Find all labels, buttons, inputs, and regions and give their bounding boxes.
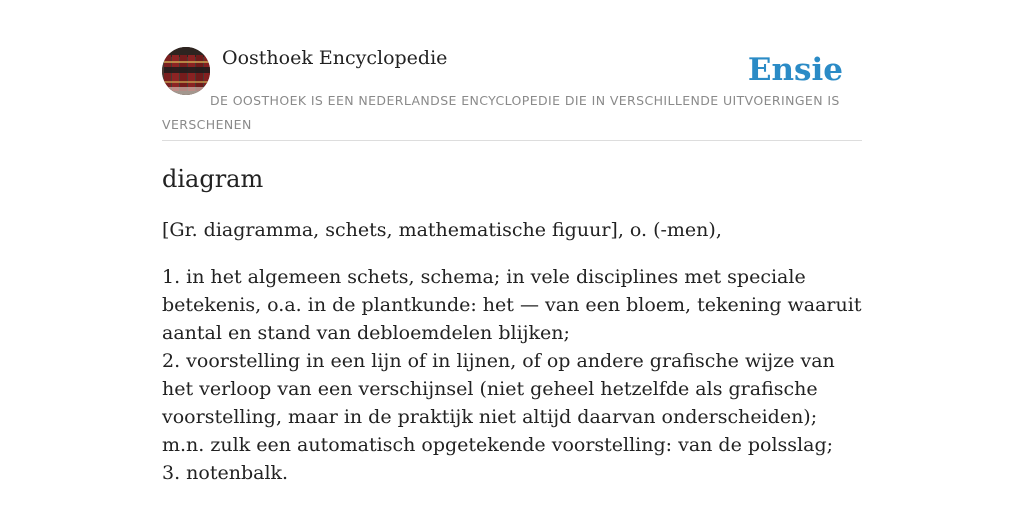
site-header — [162, 46, 862, 141]
encyclopedia-books-icon — [162, 47, 210, 95]
entry-definitions — [162, 263, 864, 487]
definition-item: 1. in het algemeen schets, schema; in vele disciplines met speciale betekenis, o.a. in de plantkunde: het — van een bloem, tekening waaruit aantal en stand van debloemdelen blijken; — [162, 266, 862, 344]
entry-etymology: [Gr. diagramma, schets, mathematische figuur], o. (-men), — [162, 219, 722, 241]
site-title[interactable]: Oosthoek Encyclopedie — [222, 47, 448, 69]
avatar[interactable] — [162, 47, 210, 95]
definition-item: 3. notenbalk. — [162, 462, 289, 484]
ensie-logo-link[interactable]: Ensie — [747, 52, 843, 88]
entry-content — [162, 160, 864, 487]
definition-item: 2. voorstelling in een lijn of in lijnen, of op andere grafische wijze van het verloop van een verschijnsel (niet geheel hetzelfde als grafische voorstelling, maar in de praktijk niet altijd daarvan onderscheiden); m.n. zulk een automatisch opgetekende voorstelling: van de polsslag; — [162, 350, 835, 456]
site-tagline: DE OOSTHOEK IS EEN NEDERLANDSE ENCYCLOPEDIE DIE IN VERSCHILLENDE UITVOERINGEN IS VERSCHENEN — [162, 93, 840, 132]
entry-term: diagram — [162, 165, 264, 193]
